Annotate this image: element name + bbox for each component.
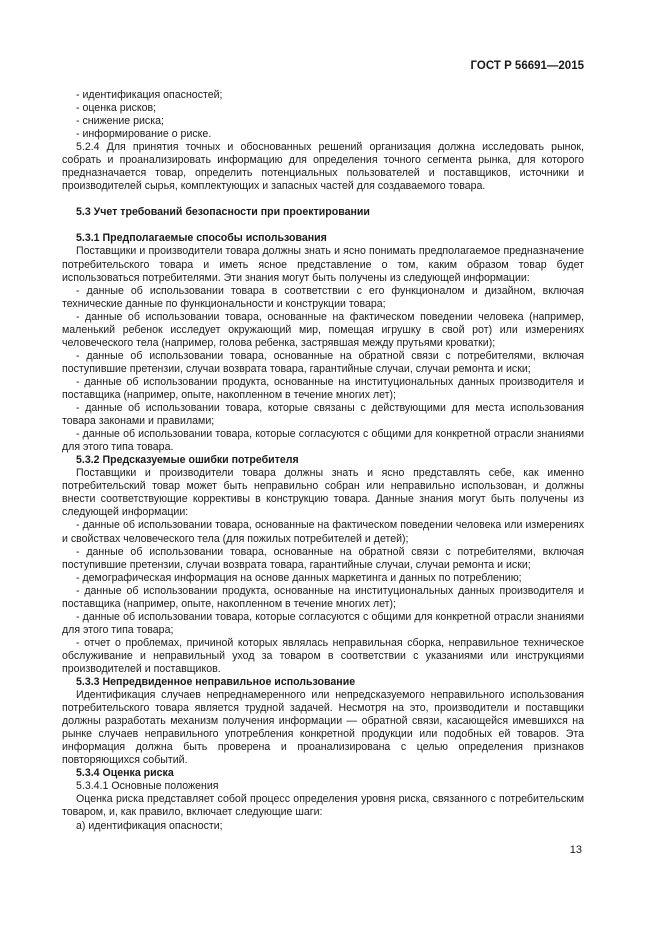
heading-5-3-3: 5.3.3 Непредвиденное неправильное использование bbox=[76, 676, 356, 689]
document-body bbox=[62, 89, 584, 833]
subheading-5-3-4-1: 5.3.4.1 Основные положения bbox=[76, 780, 219, 793]
list-item: - данные об использовании продукта, основанные на институциональных данных производителя и поставщика (например, опыте, накопленном в течение многих лет); bbox=[62, 584, 584, 610]
list-item: - данные об использовании товара, которые согласуются с общими для конкретной отрасли знаниями для этого типа товара; bbox=[62, 610, 584, 636]
list-item: - данные об использовании товара в соответствии с его функционалом и дизайном, включая технические данные по функциональности и конструкции товара; bbox=[62, 284, 584, 310]
list-item: - идентификация опасностей; bbox=[76, 89, 223, 101]
list-5-3-2 bbox=[62, 519, 584, 676]
heading-5-3-4: 5.3.4 Оценка риска bbox=[76, 767, 174, 780]
risk-process-list bbox=[62, 89, 584, 141]
paragraph-5-3-1: Поставщики и производители товара должны знать и ясно понимать предполагаемое предназначение потребительского товара и иметь ясное представление о том, каким образом товар будет использоваться потребителями. Эти знания могут быть получены из следующей информации: bbox=[62, 245, 584, 284]
list-item: - данные об использовании товара, которые согласуются с общими для конкретной отрасли знаниями для этого типа товара. bbox=[62, 428, 584, 454]
paragraph-5-3-3: Идентификация случаев непреднамеренного или непредсказуемого неправильного использования потребительского товара является трудной задачей. Несмотря на это, производители и поставщики должны разработать механизм получения информации — обратной связи, касающейся имевшихся на рынке случаев неправильного употребления конкретной продукции или подобных ей товаров. Эта информация должна быть проверена и проанализирована с целью определения признаков повторяющихся событий. bbox=[62, 689, 584, 767]
list-item-a: а) идентификация опасности; bbox=[76, 819, 223, 832]
list-item: - данные об использовании товара, основанные на фактическом поведении человека (например, маленький ребенок исследует окружающий мир, помещая игрушку в свой рот) или измерениях человеческого тела (например, голова ребенка, застрявшая между прутьями кроватки); bbox=[62, 310, 584, 349]
list-item: - отчет о проблемах, причиной которых являлась неправильная сборка, неправильное техническое обслуживание и неправильный уход за товаром в соответствии с указаниями или инструкциями производителей и поставщиков. bbox=[62, 636, 584, 675]
list-item: - данные об использовании продукта, основанные на институциональных данных производителя и поставщика (например, опыте, накопленном в течение многих лет); bbox=[62, 375, 584, 401]
list-item: - данные об использовании товара, основанные на обратной связи с потребителями, включая поступившие претензии, случаи возврата товара, гарантийные случаи, случаи ремонта и иски; bbox=[62, 545, 584, 571]
paragraph-5-2-4: 5.2.4 Для принятия точных и обоснованных решений организация должна исследовать рынок, собрать и проанализировать информацию для определения точного сегмента рынка, для которого предназначается товар, определить потенциальных пользователей и поставщиков, источники и производителей сырья, комплектующих и запасных частей для создаваемого товара. bbox=[62, 141, 584, 193]
heading-5-3-2: 5.3.2 Предсказуемые ошибки потребителя bbox=[76, 454, 299, 467]
paragraph-5-3-2: Поставщики и производители товара должны знать и ясно представлять себе, как именно потребительский товар может быть неправильно собран или неправильно использован, и должны внести соответствующие коррективы в конструкцию товара. Данные знания могут быть получены из следующей информации: bbox=[62, 467, 584, 519]
list-item: - информирование о риске. bbox=[76, 128, 212, 141]
list-item: - данные об использовании товара, которые связаны с действующими для места использования товара законами и правилами; bbox=[62, 402, 584, 428]
heading-5-3-1: 5.3.1 Предполагаемые способы использования bbox=[76, 232, 327, 245]
list-item: - данные об использовании товара, основанные на обратной связи с потребителями, включая поступившие претензии, случаи возврата товара, гарантийные случаи, случаи ремонта и иски; bbox=[62, 349, 584, 375]
list-item: - данные об использовании товара, основанные на фактическом поведении человека или измерениях и свойствах человеческого тела (для пожилых потребителей и детей); bbox=[62, 519, 584, 545]
list-item: - демографическая информация на основе данных маркетинга и данных по потреблению; bbox=[76, 571, 522, 584]
heading-5-3: 5.3 Учет требований безопасности при проектировании bbox=[76, 206, 370, 219]
standard-id: ГОСТ Р 56691—2015 bbox=[470, 60, 584, 72]
page-number: 13 bbox=[569, 844, 582, 856]
list-item: - снижение риска; bbox=[76, 115, 164, 128]
list-5-3-1 bbox=[62, 285, 584, 455]
list-item: - оценка рисков; bbox=[76, 102, 157, 115]
paragraph-5-3-4-1: Оценка риска представляет собой процесс определения уровня риска, связанного с потребительским товаром, и, как правило, включает следующие шаги: bbox=[62, 793, 584, 819]
